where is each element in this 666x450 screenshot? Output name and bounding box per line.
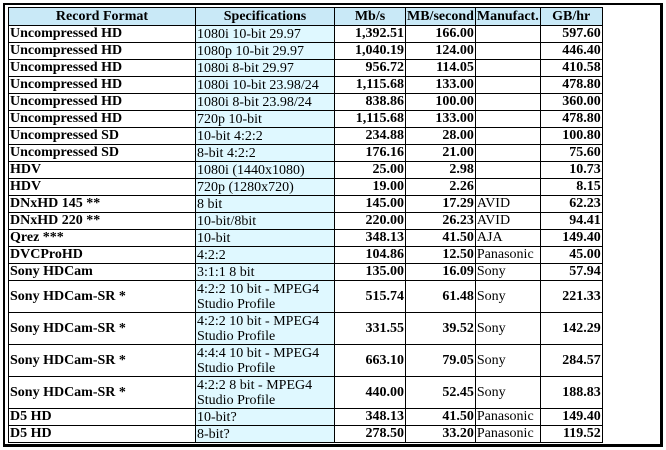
cell-gb-per-hr[interactable]: 8.15: [540, 179, 602, 196]
table-row: [9, 43, 603, 60]
table-row: [9, 26, 603, 43]
table-row: [9, 426, 603, 443]
cell-mb-per-s[interactable]: 1,115.68: [335, 77, 406, 94]
cell-mb-per-s[interactable]: 135.00: [335, 264, 406, 281]
spreadsheet-frame: [3, 3, 663, 447]
cell-mb-per-s[interactable]: 515.74: [335, 281, 406, 313]
cell-manufacturer[interactable]: Sony: [475, 377, 540, 409]
cell-manufacturer[interactable]: [475, 111, 540, 128]
cell-gb-per-hr[interactable]: 478.80: [540, 111, 602, 128]
cell-specifications[interactable]: 1080i 8-bit 23.98/24: [196, 94, 335, 111]
cell-mb-per-second[interactable]: 39.52: [406, 313, 476, 345]
cell-specifications[interactable]: 1080i 10-bit 23.98/24: [196, 77, 335, 94]
cell-specifications[interactable]: 1080i 10-bit 29.97: [196, 26, 335, 43]
cell-specifications[interactable]: 4:2:2: [196, 247, 335, 264]
cell-mb-per-s[interactable]: 331.55: [335, 313, 406, 345]
cell-specifications[interactable]: 720p 10-bit: [196, 111, 335, 128]
cell-gb-per-hr[interactable]: 478.80: [540, 77, 602, 94]
table-row: [9, 313, 603, 345]
cell-mb-per-s[interactable]: 19.00: [335, 179, 406, 196]
cell-record-format[interactable]: Sony HDCam-SR *: [9, 377, 196, 409]
cell-mb-per-second[interactable]: 114.05: [406, 60, 476, 77]
cell-mb-per-second[interactable]: 28.00: [406, 128, 476, 145]
cell-manufacturer[interactable]: [475, 94, 540, 111]
cell-record-format[interactable]: Uncompressed SD: [9, 128, 196, 145]
cell-gb-per-hr[interactable]: 446.40: [540, 43, 602, 60]
cell-manufacturer[interactable]: [475, 145, 540, 162]
cell-mb-per-second[interactable]: 41.50: [406, 409, 476, 426]
cell-manufacturer[interactable]: [475, 26, 540, 43]
cell-record-format[interactable]: DNxHD 145 **: [9, 196, 196, 213]
cell-specifications[interactable]: 10-bit?: [196, 409, 335, 426]
table-row: [9, 409, 603, 426]
cell-record-format[interactable]: D5 HD: [9, 426, 196, 443]
table-row: [9, 77, 603, 94]
cell-mb-per-second[interactable]: 2.26: [406, 179, 476, 196]
cell-manufacturer[interactable]: Sony: [475, 313, 540, 345]
cell-specifications[interactable]: 8 bit: [196, 196, 335, 213]
cell-manufacturer[interactable]: AVID: [475, 196, 540, 213]
cell-record-format[interactable]: D5 HD: [9, 409, 196, 426]
cell-gb-per-hr[interactable]: 62.23: [540, 196, 602, 213]
cell-mb-per-second[interactable]: 2.98: [406, 162, 476, 179]
cell-manufacturer[interactable]: Panasonic: [475, 247, 540, 264]
cell-manufacturer[interactable]: Panasonic: [475, 409, 540, 426]
cell-gb-per-hr[interactable]: 149.40: [540, 230, 602, 247]
cell-record-format[interactable]: Uncompressed HD: [9, 111, 196, 128]
cell-manufacturer[interactable]: Sony: [475, 264, 540, 281]
cell-manufacturer[interactable]: Sony: [475, 281, 540, 313]
cell-mb-per-s[interactable]: 1,392.51: [335, 26, 406, 43]
cell-gb-per-hr[interactable]: 142.29: [540, 313, 602, 345]
cell-manufacturer[interactable]: AVID: [475, 213, 540, 230]
header-record-format: Record Format: [9, 8, 196, 26]
record-format-table: [8, 7, 603, 443]
cell-record-format[interactable]: Uncompressed HD: [9, 77, 196, 94]
cell-mb-per-second[interactable]: 17.29: [406, 196, 476, 213]
cell-gb-per-hr[interactable]: 221.33: [540, 281, 602, 313]
cell-gb-per-hr[interactable]: 94.41: [540, 213, 602, 230]
cell-mb-per-second[interactable]: 124.00: [406, 43, 476, 60]
cell-mb-per-s[interactable]: 145.00: [335, 196, 406, 213]
cell-mb-per-s[interactable]: 663.10: [335, 345, 406, 377]
cell-manufacturer[interactable]: Sony: [475, 345, 540, 377]
table-row: [9, 128, 603, 145]
cell-mb-per-second[interactable]: 79.05: [406, 345, 476, 377]
cell-record-format[interactable]: HDV: [9, 162, 196, 179]
cell-manufacturer[interactable]: [475, 77, 540, 94]
table-row: [9, 213, 603, 230]
table-row: [9, 230, 603, 247]
cell-gb-per-hr[interactable]: 284.57: [540, 345, 602, 377]
cell-mb-per-second[interactable]: 100.00: [406, 94, 476, 111]
cell-mb-per-second[interactable]: 16.09: [406, 264, 476, 281]
table-row: [9, 162, 603, 179]
cell-manufacturer[interactable]: [475, 128, 540, 145]
table-row: [9, 377, 603, 409]
header-mb-per-second: MB/second: [407, 8, 474, 24]
cell-specifications[interactable]: 1080i 8-bit 29.97: [196, 60, 335, 77]
cell-specifications[interactable]: 4:2:2 10 bit - MPEG4 Studio Profile: [196, 313, 335, 345]
header-manufacturer: Manufact.: [476, 8, 539, 24]
cell-mb-per-s[interactable]: 348.13: [335, 409, 406, 426]
cell-record-format[interactable]: Sony HDCam-SR *: [9, 313, 196, 345]
cell-gb-per-hr[interactable]: 149.40: [540, 409, 602, 426]
table-row: [9, 196, 603, 213]
cell-specifications[interactable]: 1080i (1440x1080): [196, 162, 335, 179]
cell-mb-per-second[interactable]: 133.00: [406, 111, 476, 128]
cell-manufacturer[interactable]: [475, 43, 540, 60]
cell-record-format[interactable]: Sony HDCam-SR *: [9, 345, 196, 377]
cell-manufacturer[interactable]: AJA: [475, 230, 540, 247]
cell-mb-per-s[interactable]: 956.72: [335, 60, 406, 77]
cell-record-format[interactable]: Sony HDCam-SR *: [9, 281, 196, 313]
cell-manufacturer[interactable]: [475, 179, 540, 196]
cell-specifications[interactable]: 10-bit 4:2:2: [196, 128, 335, 145]
cell-record-format[interactable]: DNxHD 220 **: [9, 213, 196, 230]
table-row: [9, 345, 603, 377]
cell-manufacturer[interactable]: Panasonic: [475, 426, 540, 443]
cell-record-format[interactable]: Qrez ***: [9, 230, 196, 247]
cell-mb-per-second[interactable]: 166.00: [406, 26, 476, 43]
header-specifications: Specifications: [196, 8, 335, 26]
cell-mb-per-second[interactable]: 52.45: [406, 377, 476, 409]
cell-gb-per-hr[interactable]: 10.73: [540, 162, 602, 179]
table-row: [9, 264, 603, 281]
table-row: [9, 60, 603, 77]
header-row: [9, 8, 603, 26]
cell-gb-per-hr[interactable]: 57.94: [540, 264, 602, 281]
cell-gb-per-hr[interactable]: 75.60: [540, 145, 602, 162]
cell-specifications[interactable]: 8-bit?: [196, 426, 335, 443]
cell-manufacturer[interactable]: [475, 162, 540, 179]
cell-record-format[interactable]: DVCProHD: [9, 247, 196, 264]
cell-record-format[interactable]: Uncompressed SD: [9, 145, 196, 162]
table-row: [9, 281, 603, 313]
cell-record-format[interactable]: Uncompressed HD: [9, 43, 196, 60]
cell-mb-per-s[interactable]: 1,115.68: [335, 111, 406, 128]
table-row: [9, 179, 603, 196]
cell-record-format[interactable]: Uncompressed HD: [9, 94, 196, 111]
cell-mb-per-s[interactable]: 176.16: [335, 145, 406, 162]
cell-mb-per-s[interactable]: 278.50: [335, 426, 406, 443]
cell-mb-per-second[interactable]: 12.50: [406, 247, 476, 264]
table-row: [9, 247, 603, 264]
cell-mb-per-s[interactable]: 1,040.19: [335, 43, 406, 60]
cell-specifications[interactable]: 720p (1280x720): [196, 179, 335, 196]
cell-specifications[interactable]: 10-bit: [196, 230, 335, 247]
cell-record-format[interactable]: Sony HDCam: [9, 264, 196, 281]
cell-gb-per-hr[interactable]: 188.83: [540, 377, 602, 409]
cell-mb-per-s[interactable]: 25.00: [335, 162, 406, 179]
cell-mb-per-second[interactable]: 133.00: [406, 77, 476, 94]
cell-manufacturer[interactable]: [475, 60, 540, 77]
table-row: [9, 145, 603, 162]
cell-mb-per-second[interactable]: 33.20: [406, 426, 476, 443]
cell-mb-per-s[interactable]: 104.86: [335, 247, 406, 264]
cell-specifications[interactable]: 3:1:1 8 bit: [196, 264, 335, 281]
cell-record-format[interactable]: HDV: [9, 179, 196, 196]
cell-specifications[interactable]: 1080p 10-bit 29.97: [196, 43, 335, 60]
cell-specifications[interactable]: 8-bit 4:2:2: [196, 145, 335, 162]
cell-specifications[interactable]: 4:2:2 10 bit - MPEG4 Studio Profile: [196, 281, 335, 313]
cell-gb-per-hr[interactable]: 100.80: [540, 128, 602, 145]
cell-mb-per-second[interactable]: 21.00: [406, 145, 476, 162]
cell-mb-per-s[interactable]: 838.86: [335, 94, 406, 111]
header-mb-per-s: Mb/s: [335, 8, 406, 26]
cell-mb-per-s[interactable]: 440.00: [335, 377, 406, 409]
cell-gb-per-hr[interactable]: 410.58: [540, 60, 602, 77]
cell-mb-per-s[interactable]: 234.88: [335, 128, 406, 145]
cell-gb-per-hr[interactable]: 597.60: [540, 26, 602, 43]
cell-mb-per-second[interactable]: 41.50: [406, 230, 476, 247]
cell-gb-per-hr[interactable]: 119.52: [540, 426, 602, 443]
cell-specifications[interactable]: 4:4:4 10 bit - MPEG4 Studio Profile: [196, 345, 335, 377]
cell-record-format[interactable]: Uncompressed HD: [9, 60, 196, 77]
cell-mb-per-second[interactable]: 61.48: [406, 281, 476, 313]
cell-specifications[interactable]: 4:2:2 8 bit - MPEG4 Studio Profile: [196, 377, 335, 409]
table-row: [9, 111, 603, 128]
cell-record-format[interactable]: Uncompressed HD: [9, 26, 196, 43]
cell-mb-per-s[interactable]: 348.13: [335, 230, 406, 247]
cell-gb-per-hr[interactable]: 360.00: [540, 94, 602, 111]
cell-mb-per-s[interactable]: 220.00: [335, 213, 406, 230]
cell-mb-per-second[interactable]: 26.23: [406, 213, 476, 230]
header-gb-per-hr: GB/hr: [540, 8, 602, 26]
table-row: [9, 94, 603, 111]
cell-specifications[interactable]: 10-bit/8bit: [196, 213, 335, 230]
cell-gb-per-hr[interactable]: 45.00: [540, 247, 602, 264]
